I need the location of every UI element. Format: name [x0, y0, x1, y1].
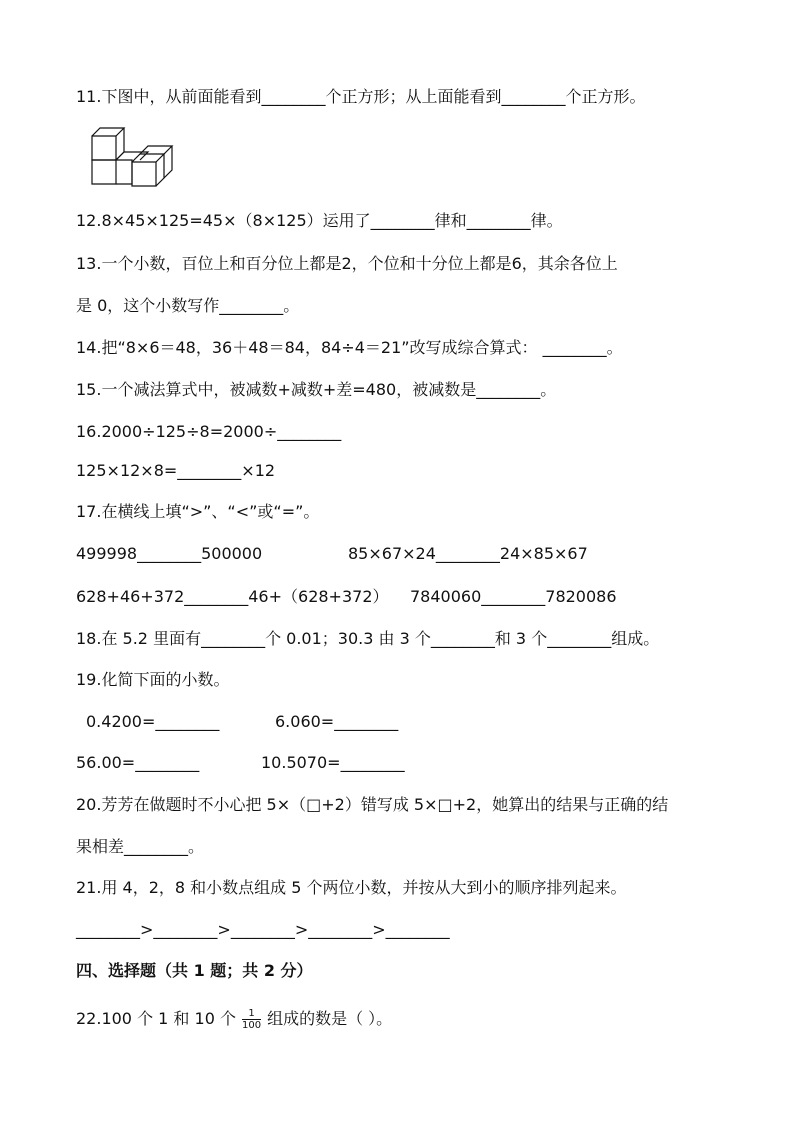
question-13-line1: 13.一个小数，百位上和百分位上都是2，个位和十分位上都是6，其余各位上: [76, 254, 618, 273]
question-15: 15.一个减法算式中，被减数+减数+差=480，被减数是________。: [76, 380, 557, 399]
question-17-item-4: 7840060________7820086: [410, 587, 617, 606]
question-16-line2: 125×12×8=________×12: [76, 461, 276, 480]
question-19-item-3: 56.00=________: [76, 753, 200, 772]
question-13-line2: 是 0，这个小数写作________。: [76, 296, 300, 315]
question-19-item-1: 0.4200=________: [86, 712, 220, 731]
question-22-suffix: 组成的数是（ ）。: [267, 1009, 393, 1028]
question-19: 19.化简下面的小数。: [76, 670, 230, 689]
question-17-item-3: 628+46+372________46+（628+372）: [76, 587, 389, 606]
question-17: 17.在横线上填“>”、“<”或“=”。: [76, 502, 320, 521]
fraction-numerator: 1: [242, 1008, 261, 1020]
question-20-line1: 20.芳芳在做题时不小心把 5×（□+2）错写成 5×□+2，她算出的结果与正确的结: [76, 795, 669, 814]
question-18: 18.在 5.2 里面有________个 0.01；30.3 由 3 个________和 3 个________组成。: [76, 629, 660, 648]
question-16-line1: 16.2000÷125÷8=2000÷________: [76, 422, 342, 441]
fraction-one-hundredth: [242, 1008, 261, 1031]
question-12: 12.8×45×125=45×（8×125）运用了________律和________律。: [76, 211, 563, 230]
question-19-item-2: 6.060=________: [275, 712, 399, 731]
question-14: 14.把“8×6＝48，36＋48＝84，84÷4＝21”改写成综合算式： ________。: [76, 338, 623, 357]
question-19-item-4: 10.5070=________: [261, 753, 405, 772]
question-22: [76, 1008, 392, 1031]
question-22-prefix: 22.100 个 1 和 10 个: [76, 1009, 236, 1028]
fraction-denominator: 100: [241, 1020, 262, 1031]
question-20-line2: 果相差________。: [76, 837, 205, 856]
section-4-heading: 四、选择题（共 1 题；共 2 分）: [76, 961, 313, 980]
question-11: 11.下图中，从前面能看到________个正方形；从上面能看到________个正方形。: [76, 87, 646, 106]
question-17-item-1: 499998________500000: [76, 544, 263, 563]
question-17-item-2: 85×67×24________24×85×67: [348, 544, 588, 563]
cube-stack-figure: [90, 126, 182, 188]
question-21: 21.用 4，2，8 和小数点组成 5 个两位小数，并按从大到小的顺序排列起来。: [76, 878, 627, 897]
question-21-answer-line: ________>________>________>________>________: [76, 920, 450, 939]
